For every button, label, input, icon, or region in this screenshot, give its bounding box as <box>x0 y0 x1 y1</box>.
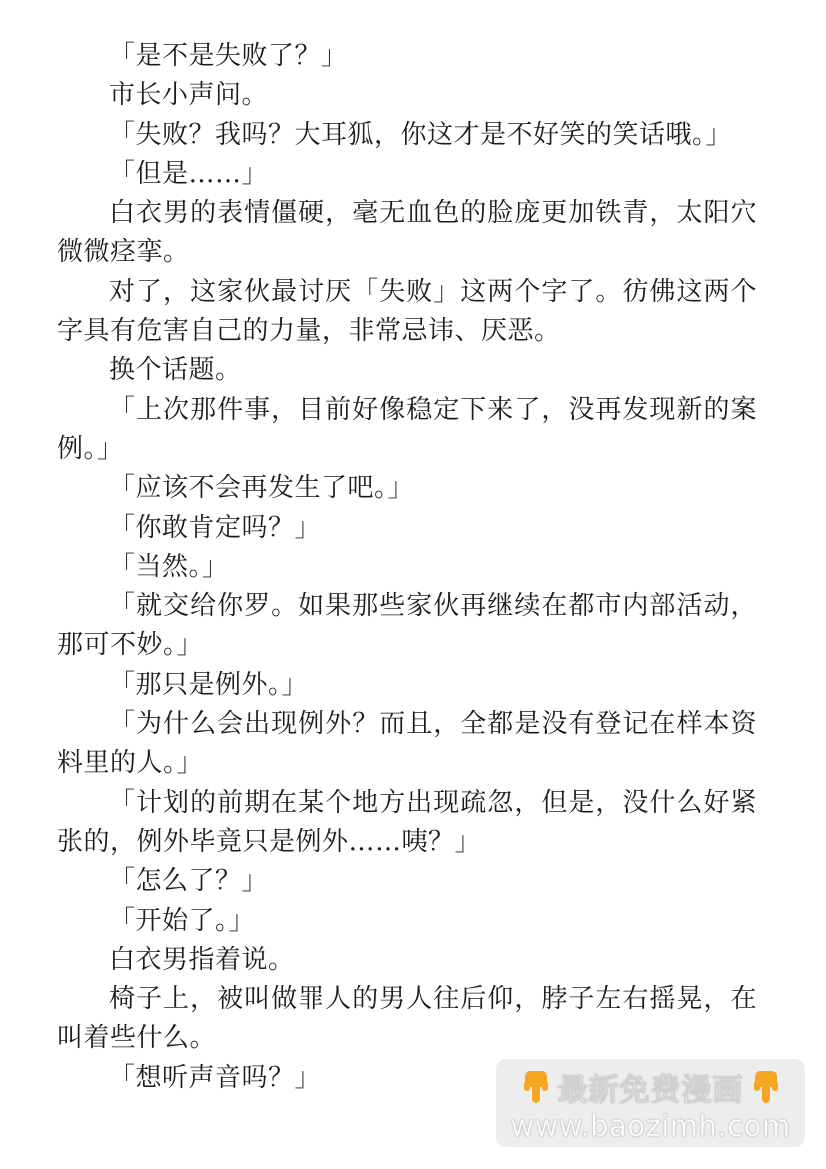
paragraph: 「怎么了？」 <box>109 866 269 897</box>
paragraph: 白衣男指着说。 <box>109 944 295 975</box>
watermark-url[interactable]: www.baozimh.com <box>510 1109 791 1143</box>
body-text <box>57 37 757 1098</box>
watermark-title-row <box>496 1067 805 1107</box>
paragraph: 白衣男的表情僵硬，毫无血色的脸庞更加铁青，太阳穴微微痉挛。 <box>57 198 757 268</box>
watermark-banner[interactable] <box>496 1059 805 1147</box>
paragraph: 「计划的前期在某个地方出现疏忽，但是，没什么好紧张的，例外毕竟只是例外……咦？」 <box>57 787 757 857</box>
paragraph: 「应该不会再发生了吧。」 <box>109 473 415 504</box>
paragraph: 「上次那件事，目前好像稳定下来了，没再发现新的案例。」 <box>57 394 757 464</box>
paragraph: 「失败？我吗？大耳狐，你这才是不好笑的笑话哦。」 <box>109 119 733 150</box>
paragraph: 「就交给你罗。如果那些家伙再继续在都市内部活动，那可不妙。」 <box>57 591 757 661</box>
paragraph: 「想听声音吗？」 <box>109 1062 322 1093</box>
pointing-down-hand-icon <box>518 1067 554 1107</box>
paragraph: 「但是……」 <box>109 158 269 189</box>
pointing-down-hand-icon <box>748 1067 784 1107</box>
paragraph: 椅子上，被叫做罪人的男人往后仰，脖子左右摇晃，在叫着些什么。 <box>57 984 757 1054</box>
paragraph: 对了，这家伙最讨厌「失败」这两个字了。彷佛这两个字具有危害自己的力量，非常忌讳、厌恶。 <box>57 276 757 347</box>
paragraph: 市长小声问。 <box>109 80 269 111</box>
paragraph: 「当然。」 <box>109 551 229 582</box>
paragraph: 「那只是例外。」 <box>109 669 309 700</box>
paragraph: 「是不是失败了？」 <box>109 41 348 71</box>
watermark-title: 最新免费漫画 <box>557 1073 744 1108</box>
paragraph: 「为什么会出现例外？而且，全都是没有登记在样本资料里的人。」 <box>57 709 757 779</box>
paragraph: 「开始了。」 <box>109 905 256 936</box>
paragraph: 换个话题。 <box>109 355 242 386</box>
paragraph: 「你敢肯定吗？」 <box>109 512 322 543</box>
